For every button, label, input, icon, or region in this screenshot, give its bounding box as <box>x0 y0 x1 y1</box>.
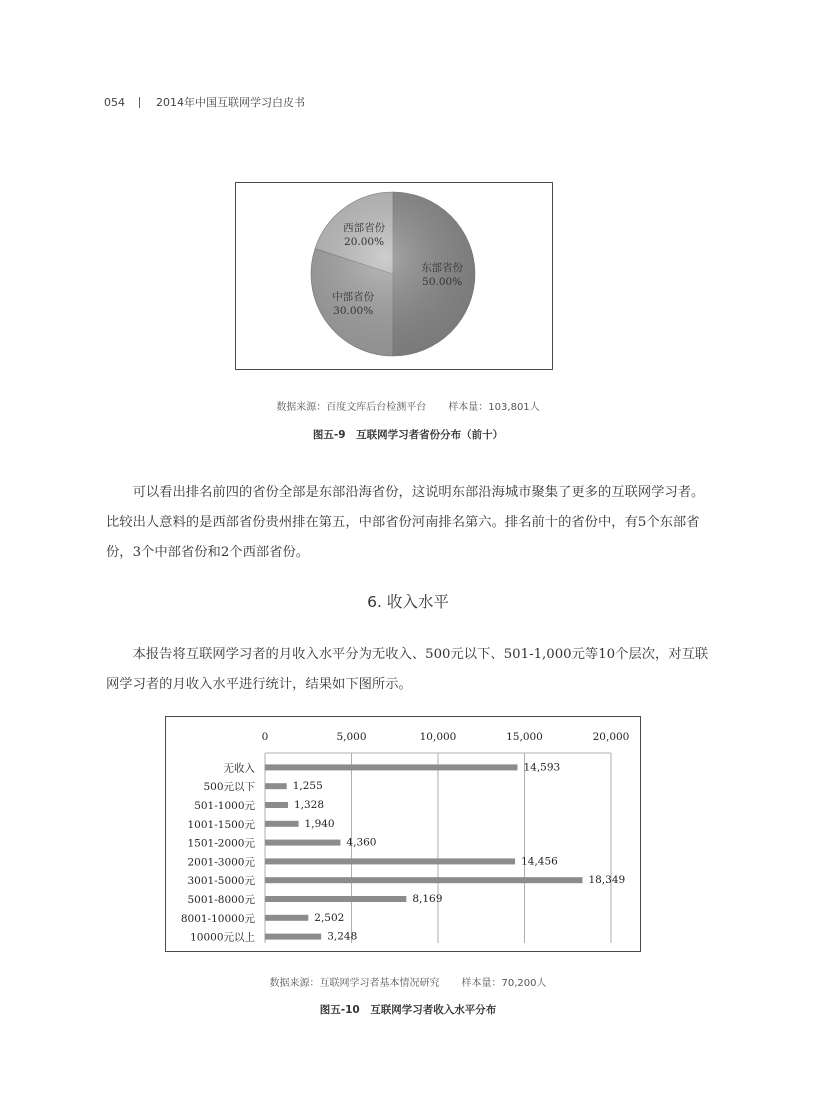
category-label: 2001-3000元 <box>187 856 255 869</box>
bar <box>265 802 288 808</box>
bar <box>265 915 308 921</box>
x-tick-label: 0 <box>261 731 269 743</box>
x-tick-label: 20,000 <box>592 731 630 743</box>
pie-shading <box>311 192 475 356</box>
bar-chart-frame <box>165 716 641 952</box>
category-label: 501-1000元 <box>194 800 255 812</box>
pie-slice-value: 30.00% <box>333 304 374 317</box>
page-number: 054 <box>104 95 125 109</box>
category-label: 无收入 <box>223 762 255 775</box>
pie-slice-label: 中部省份 <box>332 290 375 303</box>
figure-2-sample-label: 样本量：70,200人 <box>461 978 547 989</box>
pie-slice-label: 西部省份 <box>343 222 386 235</box>
bar-value-label: 2,502 <box>314 911 345 924</box>
bar-chart <box>166 717 639 950</box>
pie-slice-label: 东部省份 <box>421 262 464 274</box>
bar-value-label: 4,360 <box>346 836 377 849</box>
paragraph-1-text: 可以看出排名前四的省份全部是东部沿海省份，这说明东部沿海城市聚集了更多的互联网学习者。比较出人意料的是西部省份贵州排在第五，中部省份河南排名第六。排名前十的省份中，有5个东部省份，3个中部省份和2个西部省份。 <box>106 485 705 560</box>
category-label: 3001-5000元 <box>187 875 255 888</box>
figure-2-source-label: 数据来源：互联网学习者基本情况研究 <box>269 978 440 989</box>
pie-chart-frame <box>235 182 553 370</box>
pie-slice-value: 20.00% <box>344 236 385 249</box>
bar <box>265 858 515 864</box>
category-label: 500元以下 <box>203 781 255 794</box>
category-label: 10000元以上 <box>190 931 255 944</box>
bar-value-label: 3,248 <box>327 930 358 943</box>
bar <box>265 783 287 789</box>
section-title: 6. 收入水平 <box>367 593 449 611</box>
bar-value-label: 14,593 <box>523 761 561 774</box>
figure-1-sample-label: 样本量：103,801人 <box>448 402 540 413</box>
category-label: 1001-1500元 <box>187 818 255 831</box>
paragraph-2 <box>106 640 712 700</box>
x-tick-label: 15,000 <box>506 731 543 743</box>
figure-1-source-label: 数据来源：百度文库后台检测平台 <box>276 402 427 413</box>
bar-value-label: 8,169 <box>412 893 443 905</box>
x-tick-label: 10,000 <box>419 731 457 743</box>
bar-value-label: 18,349 <box>588 874 626 887</box>
bar <box>265 764 517 770</box>
paragraph-2-text: 本报告将互联网学习者的月收入水平分为无收入、500元以下、501-1,000元等10个层次，对互联网学习者的月收入水平进行统计，结果如下图所示。 <box>106 647 709 692</box>
paragraph-1 <box>106 478 712 568</box>
bar-value-label: 14,456 <box>521 855 558 868</box>
bar <box>265 821 299 827</box>
category-label: 5001-8000元 <box>187 894 255 906</box>
bar <box>265 877 582 883</box>
book-title: 2014年中国互联网学习白皮书 <box>156 96 305 109</box>
figure-2-caption: 图五-10 互联网学习者收入水平分布 <box>319 1004 497 1016</box>
bar-value-label: 1,328 <box>293 799 325 811</box>
page-header <box>104 94 305 110</box>
bar <box>265 896 406 902</box>
figure-2-source <box>0 974 816 989</box>
bar-value-label: 1,940 <box>304 817 335 830</box>
category-label: 8001-10000元 <box>180 912 255 925</box>
pie-slice-value: 50.00% <box>422 276 463 288</box>
bar <box>265 934 321 940</box>
header-divider <box>139 97 140 108</box>
figure-1-source <box>0 398 816 413</box>
bar-value-label: 1,255 <box>292 780 323 793</box>
category-label: 1501-2000元 <box>187 837 255 850</box>
x-tick-label: 5,000 <box>336 731 367 743</box>
figure-1-caption: 图五-9 互联网学习者省份分布（前十） <box>312 429 504 441</box>
pie-chart <box>236 183 551 368</box>
bar <box>265 840 340 846</box>
